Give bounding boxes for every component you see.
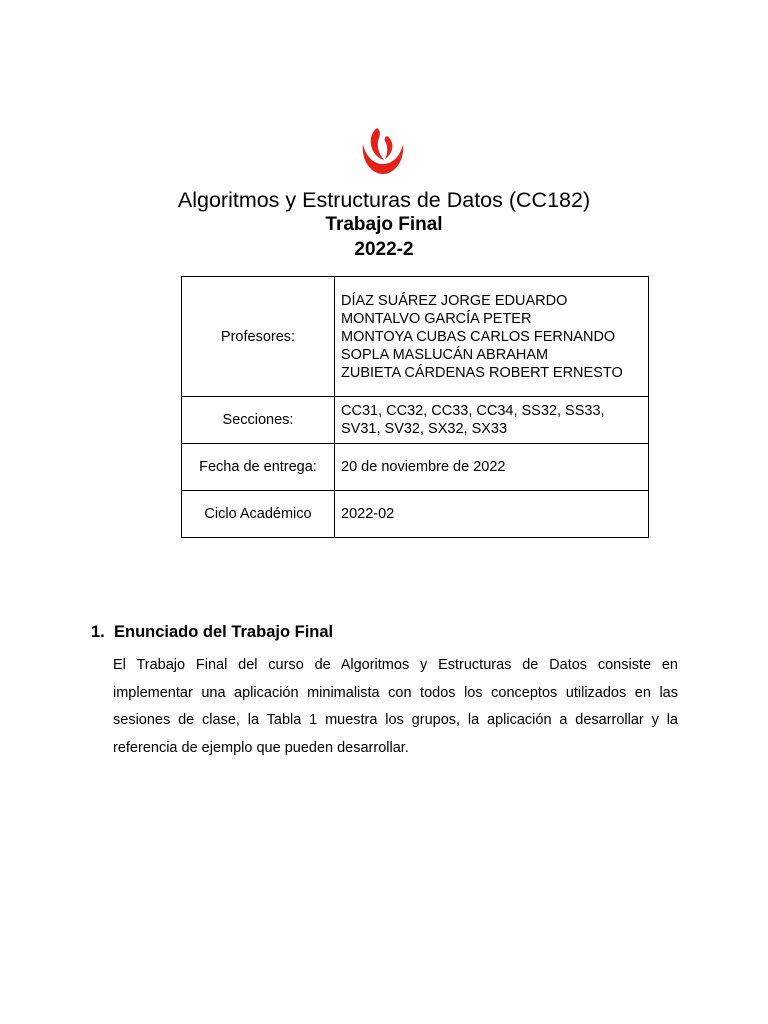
section-heading-text: Enunciado del Trabajo Final bbox=[114, 623, 334, 641]
professor-name: MONTOYA CUBAS CARLOS FERNANDO bbox=[341, 328, 616, 345]
professor-name: MONTALVO GARCÍA PETER bbox=[341, 310, 532, 327]
sections-line: SV31, SV32, SX32, SX33 bbox=[341, 421, 508, 437]
professor-name: ZUBIETA CÁRDENAS ROBERT ERNESTO bbox=[341, 364, 623, 381]
sections-value bbox=[335, 397, 649, 444]
table-row bbox=[182, 444, 649, 491]
professors-value bbox=[335, 277, 649, 397]
upc-flame-logo-icon bbox=[357, 124, 409, 176]
academic-cycle-label: Ciclo Académico bbox=[182, 491, 335, 538]
sections-line: CC31, CC32, CC33, CC34, SS32, SS33, bbox=[341, 403, 605, 419]
academic-cycle-value: 2022-02 bbox=[335, 491, 649, 538]
table-row bbox=[182, 491, 649, 538]
section-paragraph: El Trabajo Final del curso de Algoritmos y Estructuras de Datos consiste en implementar una aplicación minimalista con todos los conceptos utilizados en las sesiones de clase, la Tabla 1 muestra los grupos, la aplicación a desarrollar y la referencia de ejemplo que pueden desarrollar. bbox=[113, 657, 678, 756]
section-heading bbox=[91, 621, 333, 643]
document-subtitle: Trabajo Final bbox=[325, 214, 443, 235]
table-row bbox=[182, 277, 649, 397]
section-number: 1. bbox=[91, 623, 105, 641]
professors-label: Profesores: bbox=[182, 277, 335, 397]
course-info-table bbox=[181, 276, 649, 538]
document-title: Algoritmos y Estructuras de Datos (CC182) bbox=[177, 188, 591, 212]
professor-name: DÍAZ SUÁREZ JORGE EDUARDO bbox=[341, 292, 568, 309]
professor-name: SOPLA MASLUCÁN ABRAHAM bbox=[341, 346, 549, 363]
sections-label: Secciones: bbox=[182, 397, 335, 444]
due-date-value: 20 de noviembre de 2022 bbox=[335, 444, 649, 491]
due-date-label: Fecha de entrega: bbox=[182, 444, 335, 491]
document-period: 2022-2 bbox=[354, 239, 414, 260]
table-row bbox=[182, 397, 649, 444]
